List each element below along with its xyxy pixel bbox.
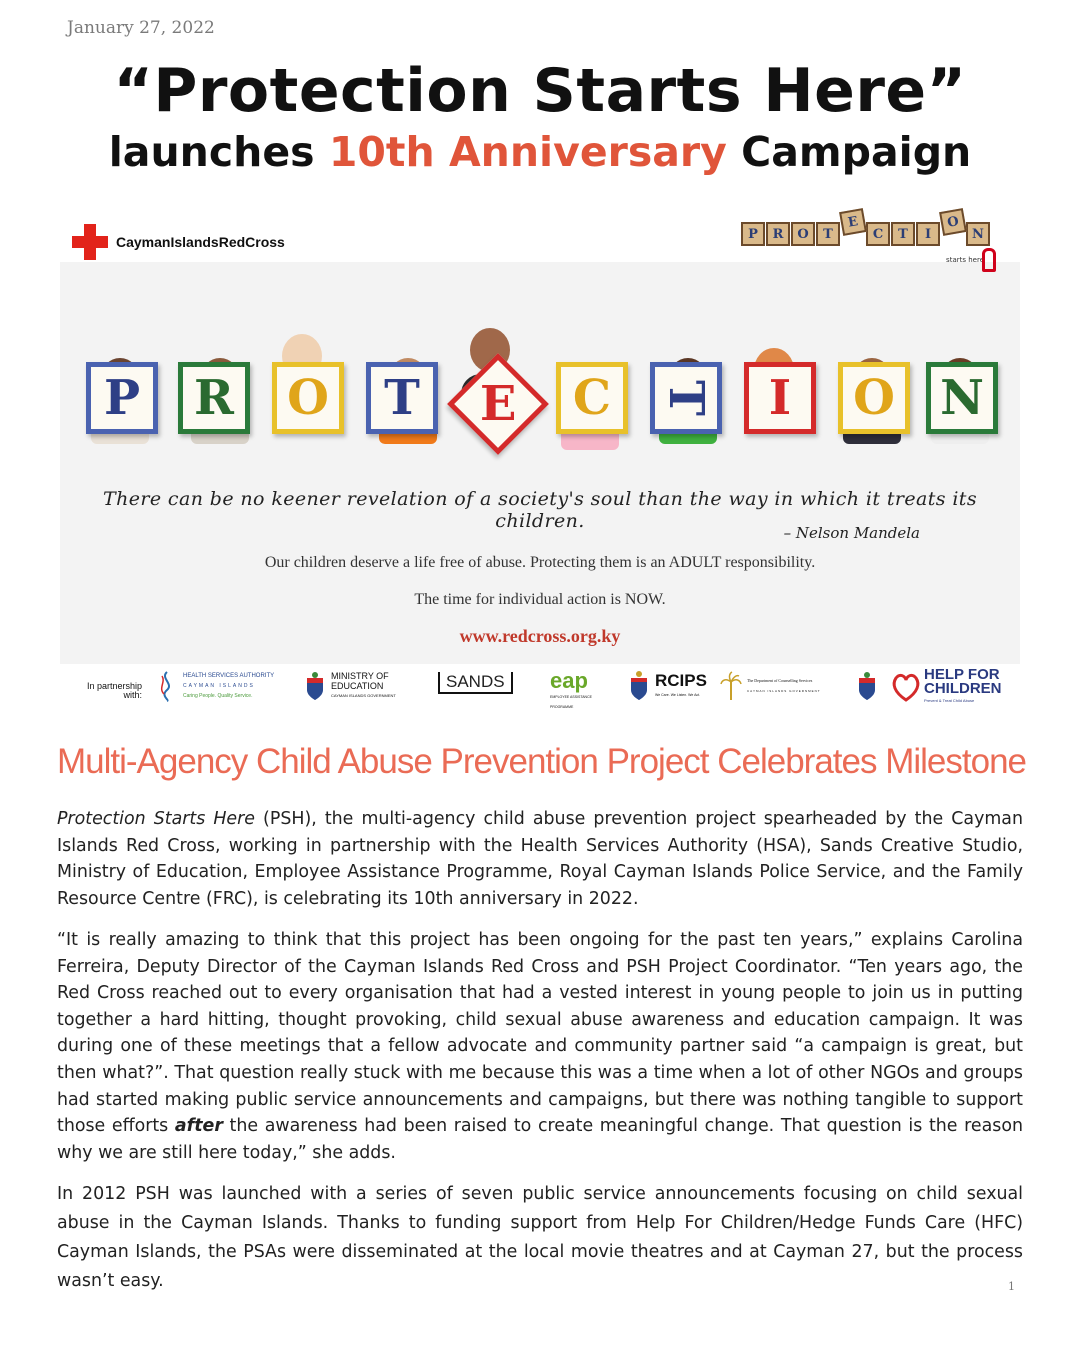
mini-block: T (816, 222, 840, 246)
moe-line3: CAYMAN ISLANDS GOVERNMENT (331, 693, 396, 698)
red-cross-logo-text: CaymanIslandsRedCross (116, 234, 285, 250)
heart-icon (890, 670, 922, 704)
letter-block: R (178, 362, 250, 434)
awareness-ribbon-icon (982, 248, 996, 272)
paragraph-text: the awareness had been raised to create meaningful change. That question is the reason why we are still here today,” she adds. (57, 1116, 1023, 1163)
coat-of-arms-icon (856, 670, 878, 702)
palm-tree-icon (720, 670, 742, 702)
hfc-line2: CHILDREN (924, 680, 1002, 697)
letter-block: O (272, 362, 344, 434)
letter-block: P (86, 362, 158, 434)
rcips-slogan: We Care. We Listen. We Act. (655, 693, 701, 697)
mini-block: E (839, 208, 867, 236)
mini-block: O (791, 222, 815, 246)
hsa-name: HEALTH SERVICES AUTHORITY (183, 673, 275, 679)
hfc-logo (890, 668, 1002, 706)
letter-block: T (366, 362, 438, 434)
letter-block: E (447, 353, 549, 455)
paragraph-text: (PSH), the multi-agency child abuse prevention project spearheaded by the Cayman Islands Red Cross, working in partnership with the Health Services Authority (HSA), Sands Creative Studio, Ministry of Education, Employee Assistance Programme, Royal Cayman Islands Police Service, and the Family Resource Centre (FRC), is celebrating its 10th anniversary in 2022. (57, 809, 1023, 909)
letter-block: C (556, 362, 628, 434)
emphasis-text: after (174, 1116, 223, 1137)
red-cross-icon (72, 224, 108, 260)
dcs-subtitle: CAYMAN ISLANDS GOVERNMENT (747, 689, 821, 693)
quote-author: – Nelson Mandela (783, 524, 920, 542)
moe-line1: MINISTRY OF (331, 671, 389, 681)
website-link[interactable]: www.redcross.org.ky (459, 626, 621, 646)
mandela-quote: There can be no keener revelation of a society's soul than the way in which it treats its children. (103, 488, 977, 532)
article-headline: Multi-Agency Child Abuse Prevention Project Celebrates Milestone (57, 742, 1027, 781)
protection-mini-logo (740, 213, 990, 246)
starts-here-text: starts here (946, 256, 984, 264)
moe-line2: EDUCATION (331, 681, 384, 691)
coat-of-arms-icon (304, 670, 326, 702)
mini-block: N (966, 222, 990, 246)
date: January 27, 2022 (67, 18, 215, 38)
article-paragraph (57, 806, 1023, 912)
letter-block: T (650, 362, 722, 434)
eap-wordmark: eap (550, 668, 588, 693)
partner-logos-strip (60, 664, 1006, 716)
poster-header (60, 212, 1020, 262)
article-paragraph (57, 927, 1023, 1166)
mini-block: C (866, 222, 890, 246)
letter-block: N (926, 362, 998, 434)
mini-block: I (916, 222, 940, 246)
hsa-mark-icon (156, 670, 178, 702)
mini-block: R (766, 222, 790, 246)
hfc-line1: HELP FOR (924, 666, 1000, 683)
poster-call-to-action: The time for individual action is NOW. (414, 591, 666, 608)
hfc-slogan: Prevent & Treat Child Abuse (924, 698, 975, 703)
sands-logo (438, 672, 513, 694)
hsa-logo (156, 670, 274, 702)
protection-letter-blocks (78, 362, 998, 442)
letter-block: O (838, 362, 910, 434)
page-number: 1 (1008, 1280, 1015, 1293)
page-subtitle (0, 128, 1080, 176)
subtitle-prefix: launches (108, 128, 329, 176)
paragraph-text: “It is really amazing to think that this project has been ongoing for the past ten years,” explains Carolina Ferreira, Deputy Director of the Cayman Islands Red Cross and PSH Project Coordinator. “Ten years ago, the Red Cross reached out to every organisation that had a vested interest in young people to join us in putting together a hard hitting, thought provoking, child sexual abuse awareness and education campaign. It was during one of these meetings that a fellow advocate and community partner said “a campaign is great, but then what?”. That question really stuck with me because this was a time when a lot of other NGOs and groups had started making public service announcements and campaigns, but there was nothing tangible to support those efforts (57, 930, 1023, 1137)
hsa-country: CAYMAN ISLANDS (183, 683, 255, 689)
poster-tagline: Our children deserve a life free of abuse. Protecting them is an ADULT responsibility. (264, 554, 816, 571)
mini-block: P (741, 222, 765, 246)
red-cross-logo (72, 224, 285, 260)
sands-wordmark: SANDS (438, 672, 513, 694)
hsa-slogan: Caring People. Quality Service. (183, 693, 253, 699)
eap-logo (550, 670, 604, 712)
rcips-wordmark: RCIPS (655, 671, 707, 690)
eap-subtitle: EMPLOYEE ASSISTANCE PROGRAMME (550, 695, 592, 709)
mini-block: T (891, 222, 915, 246)
letter-block: I (744, 362, 816, 434)
subtitle-suffix: Campaign (726, 128, 972, 176)
article-paragraph: In 2012 PSH was launched with a series of seven public service announcements focusing on child sexual abuse in the Cayman Islands. Thanks to funding support from Help For Children/Hedge Funds Care (HFC) Cayman Islands, the PSAs were disseminated at the local movie theatres and at Cayman 27, but the process wasn’t easy. (57, 1184, 1023, 1291)
partnership-label: In partnership with: (86, 681, 142, 700)
moe-logo (304, 670, 396, 702)
dcs-logo (720, 670, 847, 702)
govt-crest (856, 670, 883, 702)
project-name: Protection Starts Here (57, 809, 255, 829)
rcips-logo (628, 670, 707, 702)
subtitle-accent: 10th Anniversary (328, 128, 727, 176)
police-crest-icon (628, 670, 650, 702)
page-title: “Protection Starts Here” (113, 56, 967, 126)
dcs-name: The Department of Counselling Services (747, 678, 813, 683)
mini-block: O (939, 208, 967, 236)
campaign-poster (60, 212, 1020, 664)
